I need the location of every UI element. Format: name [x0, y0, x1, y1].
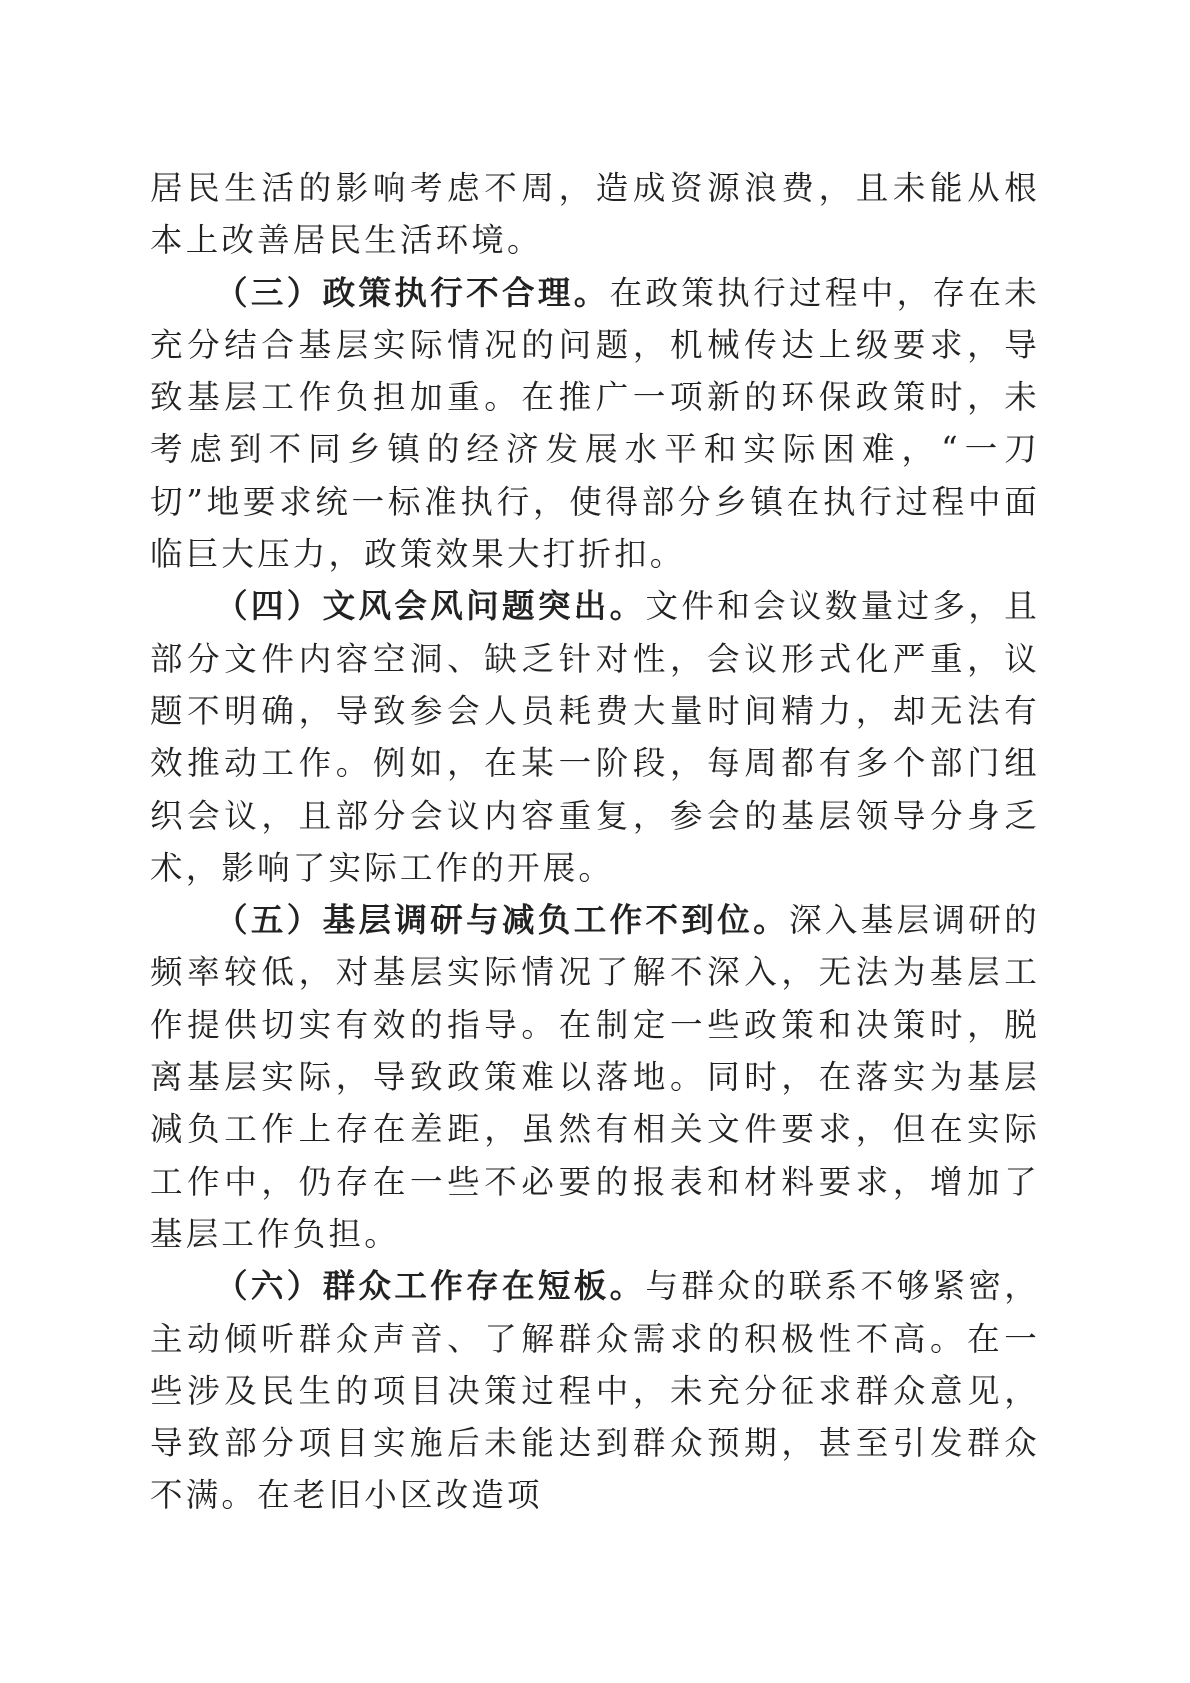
section-4-heading: （四）文风会风问题突出。 [215, 586, 646, 626]
document-body [150, 162, 1040, 1522]
section-6-heading: （六）群众工作存在短板。 [215, 1266, 646, 1306]
paragraph-4-text: 深入基层调研的频率较低，对基层实际情况了解不深入，无法为基层工作提供切实有效的指导。在制定一些政策和决策时，脱离基层实际，导致政策难以落地。同时，在落实为基层减负工作上存在差距，虽然有相关文件要求，但在实际工作中，仍存在一些不必要的报表和材料要求，增加了基层工作负担。 [150, 901, 1040, 1253]
paragraph-2 [150, 267, 1040, 581]
paragraph-1 [150, 162, 1040, 267]
section-3-heading: （三）政策执行不合理。 [215, 272, 610, 312]
paragraph-3-text: 文件和会议数量过多，且部分文件内容空洞、缺乏针对性，会议形式化严重，议题不明确，导致参会人员耗费大量时间精力，却无法有效推动工作。例如，在某一阶段，每周都有多个部门组织会议，且部分会议内容重复，参会的基层领导分身乏术，影响了实际工作的开展。 [150, 587, 1041, 887]
paragraph-3 [150, 580, 1040, 894]
paragraph-5-text: 与群众的联系不够紧密，主动倾听群众声音、了解群众需求的积极性不高。在一些涉及民生的项目决策过程中，未充分征求群众意见，导致部分项目实施后未能达到群众预期，甚至引发群众不满。在老旧小区改造项 [150, 1267, 1041, 1515]
paragraph-2-text: 在政策执行过程中，存在未充分结合基层实际情况的问题，机械传达上级要求，导致基层工作负担加重。在推广一项新的环保政策时，未考虑到不同乡镇的经济发展水平和实际困难，“一刀切”地要求统一标准执行，使得部分乡镇在执行过程中面临巨大压力，政策效果大打折扣。 [150, 273, 1041, 574]
paragraph-4 [150, 894, 1040, 1260]
paragraph-1-text: 居民生活的影响考虑不周，造成资源浪费，且未能从根本上改善居民生活环境。 [150, 169, 1040, 260]
paragraph-5 [150, 1260, 1040, 1521]
section-5-heading: （五）基层调研与减负工作不到位。 [215, 900, 790, 940]
